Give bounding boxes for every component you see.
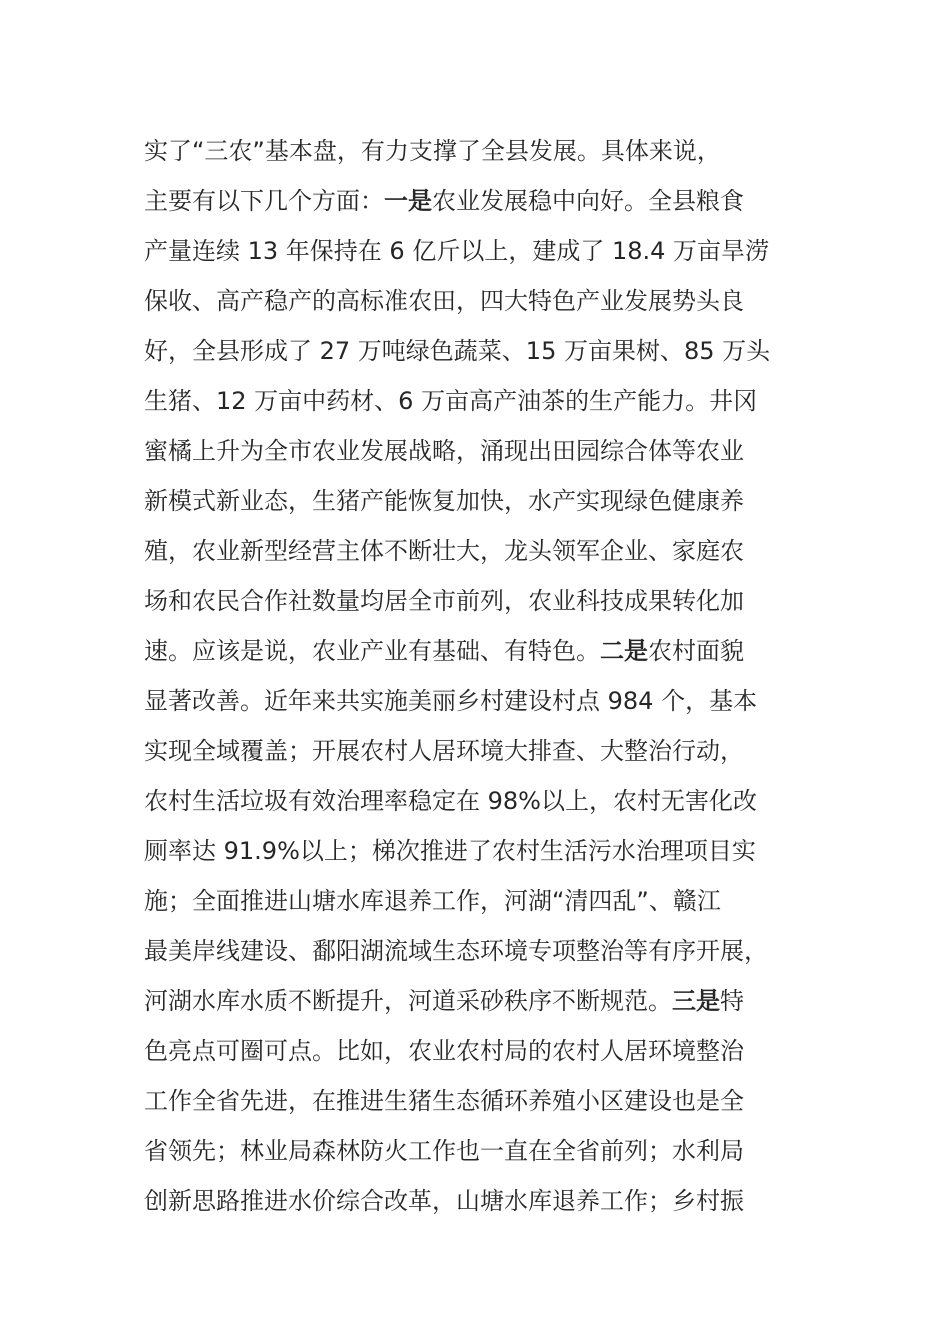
text-line: 厕率达 91.9%以上；梯次推进了农村生活污水治理项目实	[144, 837, 756, 865]
text-line: 新模式新业态，生猪产能恢复加快，水产实现绿色健康养	[144, 487, 744, 515]
text-line: 场和农民合作社数量均居全市前列，农业科技成果转化加	[144, 587, 744, 615]
text-line: 速。应该是说，农业产业有基础、有特色。二是农村面貌	[144, 637, 744, 665]
text-line: 色亮点可圈可点。比如，农业农村局的农村人居环境整治	[144, 1037, 744, 1065]
text-line: 工作全省先进，在推进生猪生态循环养殖小区建设也是全	[144, 1087, 744, 1115]
body-text	[144, 126, 808, 1226]
text-line: 产量连续 13 年保持在 6 亿斤以上，建成了 18.4 万亩旱涝	[144, 237, 770, 265]
text-line: 殖，农业新型经营主体不断壮大，龙头领军企业、家庭农	[144, 537, 744, 565]
point-marker-two: 二是	[600, 637, 648, 665]
text-line: 生猪、12 万亩中药材、6 万亩高产油茶的生产能力。井冈	[144, 387, 758, 415]
text-line: 显著改善。近年来共实施美丽乡村建设村点 984 个，基本	[144, 687, 758, 715]
text-line: 主要有以下几个方面：一是农业发展稳中向好。全县粮食	[144, 187, 744, 215]
text-line: 保收、高产稳产的高标准农田，四大特色产业发展势头良	[144, 287, 744, 315]
text-line: 实了“三农”基本盘，有力支撑了全县发展。具体来说，	[144, 137, 721, 165]
point-marker-three: 三是	[672, 987, 720, 1015]
text-line: 创新思路推进水价综合改革，山塘水库退养工作；乡村振	[144, 1187, 744, 1215]
text-line: 蜜橘上升为全市农业发展战略，涌现出田园综合体等农业	[144, 437, 744, 465]
text-line: 好，全县形成了 27 万吨绿色蔬菜、15 万亩果树、85 万头	[144, 337, 771, 365]
text-line: 最美岸线建设、鄱阳湖流域生态环境专项整治等有序开展，	[144, 937, 768, 965]
text-line: 河湖水库水质不断提升，河道采砂秩序不断规范。三是特	[144, 987, 744, 1015]
text-line: 农村生活垃圾有效治理率稳定在 98%以上，农村无害化改	[144, 787, 757, 815]
text-line: 实现全域覆盖；开展农村人居环境大排查、大整治行动，	[144, 737, 744, 765]
point-marker-one: 一是	[384, 187, 432, 215]
text-line: 省领先；林业局森林防火工作也一直在全省前列；水利局	[144, 1137, 744, 1165]
text-line: 施；全面推进山塘水库退养工作，河湖“清四乱”、赣江	[144, 887, 721, 915]
